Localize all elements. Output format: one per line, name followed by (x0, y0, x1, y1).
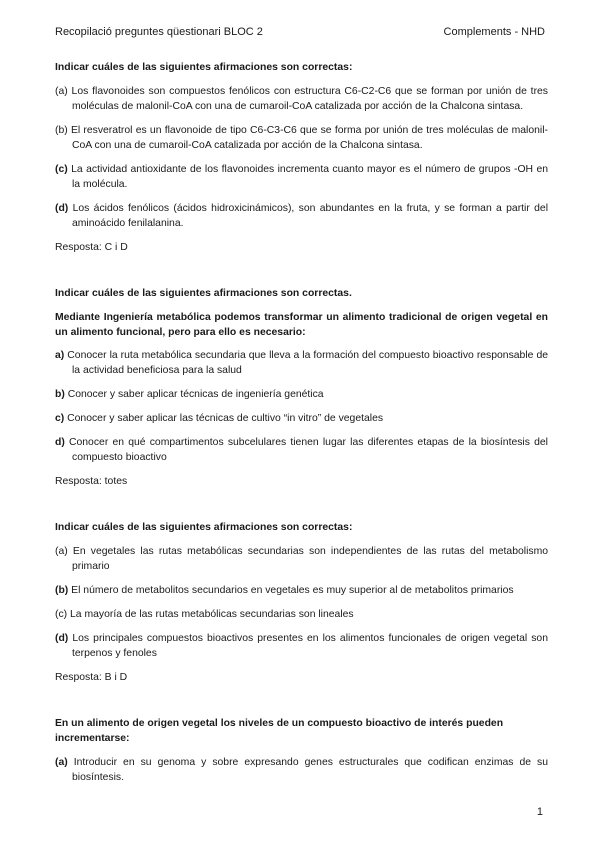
option-text: El resveratrol es un flavonoide de tipo C6-C3-C6 que se forma por unión de tres moléculas de malonil-CoA con una de cumaroil-CoA catalizada por acción de la Chalcona sintasa. (70, 125, 548, 151)
option-a (55, 544, 548, 574)
option-text: El número de metabolitos secundarios en vegetales es muy superior al de metabolitos primarios (71, 585, 514, 596)
question-block-4 (55, 716, 548, 785)
answer-text: Resposta: totes (55, 476, 128, 487)
option-label: (a) (55, 86, 68, 97)
option-text: Introducir en su genoma y sobre expresando genes estructurales que codifican enzimas de su biosíntesis. (72, 757, 549, 783)
option-label: (c) (55, 609, 68, 620)
option-d (55, 201, 548, 231)
question-block-3 (55, 520, 548, 685)
option-label: (d) (55, 633, 69, 644)
option-a (55, 348, 548, 378)
document-body (55, 60, 548, 816)
question-block-1 (55, 60, 548, 255)
answer-text: Resposta: B i D (55, 672, 128, 683)
option-label: d) (55, 437, 65, 448)
option-b (55, 583, 548, 598)
page-header (55, 25, 545, 40)
header-right: Complements - NHD (443, 26, 545, 38)
question-title: En un alimento de origen vegetal los niveles de un compuesto bioactivo de interés pueden incrementarse: (55, 718, 504, 744)
option-text: Conocer y saber aplicar técnicas de ingeniería genética (67, 389, 324, 400)
option-b (55, 123, 548, 153)
option-label: b) (55, 389, 65, 400)
option-label: (d) (55, 203, 69, 214)
option-text: Conocer y saber aplicar las técnicas de cultivo “in vitro” de vegetales (67, 413, 384, 424)
option-label: a) (55, 350, 65, 361)
option-c (55, 162, 548, 192)
page-number: 1 (536, 806, 543, 818)
option-label: (a) (55, 546, 68, 557)
option-text: Conocer en qué compartimentos subcelulares tienen lugar las diferentes etapas de la biosíntesis del compuesto bioactivo (69, 437, 548, 463)
option-label: (b) (55, 585, 69, 596)
option-d (55, 435, 548, 465)
question-title: Indicar cuáles de las siguientes afirmaciones son correctas: (55, 522, 353, 533)
option-c (55, 411, 548, 426)
option-label: c) (55, 413, 65, 424)
question-block-2 (55, 286, 548, 489)
option-text: En vegetales las rutas metabólicas secundarias son independientes de las rutas del metabolismo primario (72, 546, 549, 572)
option-b (55, 387, 548, 402)
option-a (55, 755, 548, 785)
question-title: Indicar cuáles de las siguientes afirmaciones son correctas. (55, 288, 352, 299)
option-a (55, 84, 548, 114)
option-text: Los principales compuestos bioactivos presentes en los alimentos funcionales de origen vegetal son terpenos y fenoles (72, 633, 548, 659)
option-text: Los flavonoides son compuestos fenólicos con estructura C6-C2-C6 que se forman por unión de tres moléculas de malonil-CoA con una de cumaroil-CoA catalizada por acción de la Chalcona sintasa. (71, 86, 548, 112)
answer-text: Resposta: C i D (55, 242, 128, 253)
question-title: Indicar cuáles de las siguientes afirmaciones son correctas: (55, 62, 353, 73)
header-left: Recopilació preguntes qüestionari BLOC 2 (55, 26, 263, 38)
option-c (55, 607, 548, 622)
option-label: (c) (55, 164, 68, 175)
option-text: La actividad antioxidante de los flavonoides incrementa cuanto mayor es el número de grupos -OH en la molécula. (71, 164, 548, 190)
question-subtitle: Mediante Ingeniería metabólica podemos transformar un alimento tradicional de origen vegetal en un alimento funcional, pero para ello es necesario: (55, 312, 548, 338)
option-d (55, 631, 548, 661)
option-text: Conocer la ruta metabólica secundaria que lleva a la formación del compuesto bioactivo responsable de la actividad beneficiosa para la salud (67, 350, 549, 376)
option-text: La mayoría de las rutas metabólicas secundarias son lineales (70, 609, 354, 620)
option-text: Los ácidos fenólicos (ácidos hidroxicinámicos), son abundantes en la fruta, y se forman a partir del aminoácido fenilalanina. (72, 203, 549, 229)
option-label: (b) (55, 125, 68, 136)
option-label: (a) (55, 757, 68, 768)
